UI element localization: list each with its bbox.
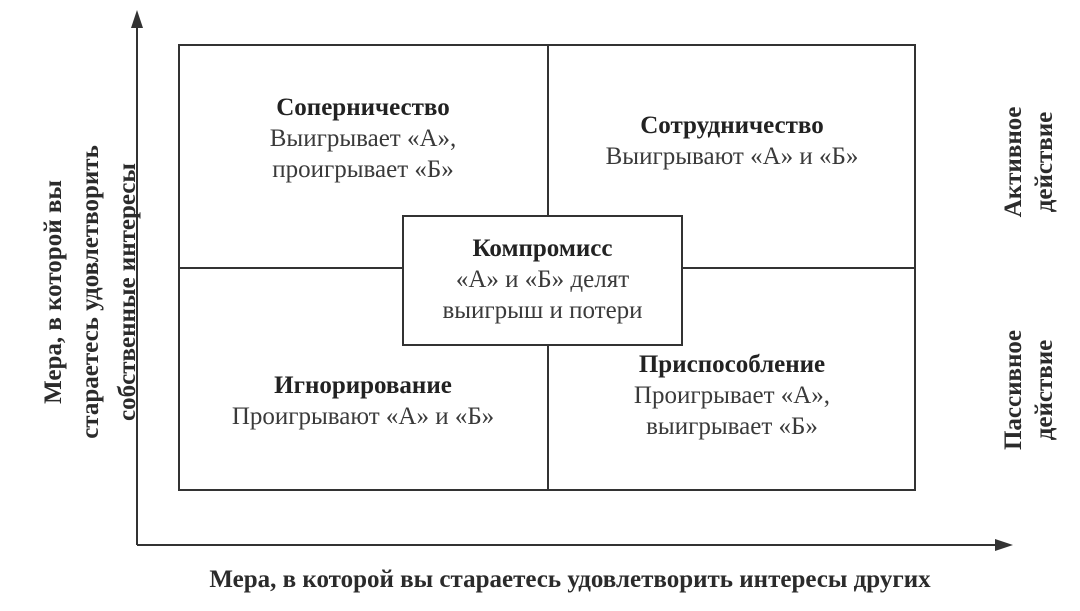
x-axis-label: Мера, в которой вы стараетесь удовлетворить интересы других: [209, 566, 931, 593]
x-axis-arrow: [995, 539, 1013, 551]
compromise-box: [402, 215, 683, 346]
quadrant-title: Соперничество: [276, 94, 450, 121]
side-label-passive: Пассивное действие: [1000, 329, 1058, 451]
quadrant-accommodation: [549, 349, 915, 442]
quadrant-title: Игнорирование: [274, 372, 452, 399]
quadrant-title: Сотрудничество: [640, 112, 824, 139]
quadrant-description: Выигрывают «А» и «Б»: [605, 143, 859, 170]
compromise-title: Компромисс: [472, 235, 613, 262]
side-label-active: Активное действие: [1000, 106, 1058, 218]
y-axis-label: Мера, в которой вы стараетесь удовлетворить собственные интересы: [40, 145, 141, 439]
quadrant-title: Приспособление: [638, 351, 826, 378]
quadrant-description: Проигрывают «А» и «Б»: [231, 403, 495, 430]
quadrant-description: Выигрывает «А», проигрывает «Б»: [269, 125, 457, 183]
compromise-description: «А» и «Б» делят выигрыш и потери: [442, 266, 643, 324]
quadrant-collaboration: [549, 110, 915, 172]
quadrant-competition: [180, 92, 546, 185]
y-axis-arrow: [131, 10, 143, 28]
quadrant-ignoring: [180, 370, 546, 432]
quadrant-description: Проигрывает «А», выигрывает «Б»: [633, 382, 831, 440]
